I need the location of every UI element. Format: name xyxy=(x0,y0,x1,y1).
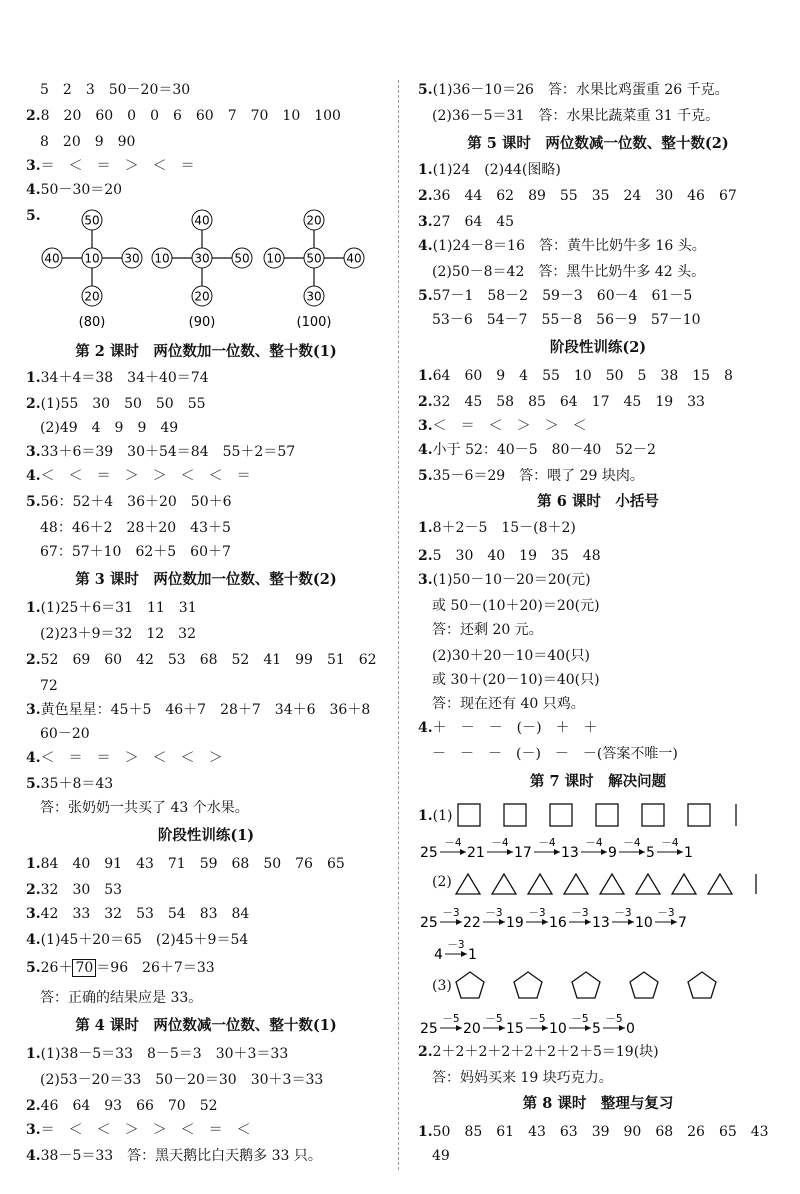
pentagon-shape xyxy=(572,972,600,998)
answer-line: (2)49 4 9 9 49 xyxy=(40,420,179,436)
answer-line: (2)30＋20－10＝40(只) xyxy=(432,648,591,664)
pentagon-shape xyxy=(630,972,658,998)
triangle-shape xyxy=(672,874,696,894)
answer-line: 2.(1)55 30 50 50 55 xyxy=(26,396,206,412)
cross-diagram xyxy=(152,210,252,330)
sequence-number: 1 xyxy=(468,947,477,963)
triangle-figures xyxy=(454,870,764,900)
sequence-number: 10 xyxy=(635,915,653,931)
sequence-arrowhead xyxy=(619,1025,625,1031)
section-title: 第 4 课时 两位数减一位数、整十数(1) xyxy=(75,1017,337,1034)
answer-line: － － － (－) － －(答案不唯一) xyxy=(432,746,678,762)
triangle-shape xyxy=(636,874,660,894)
answer-line: 1.64 60 9 4 55 10 50 5 38 15 8 xyxy=(418,368,733,384)
section-title: 第 2 课时 两位数加一位数、整十数(1) xyxy=(75,343,337,360)
section-title: 阶段性训练(1) xyxy=(157,827,255,844)
answer-line: 4.＜ ＜ ＝ ＞ ＞ ＜ ＜ ＝ xyxy=(26,468,251,484)
cross-left: 10 xyxy=(266,251,282,266)
square-shape xyxy=(504,804,526,826)
answer-line: 5 2 3 50－20＝30 xyxy=(40,82,191,98)
sequence-number: 4 xyxy=(434,947,443,963)
pentagon-figures xyxy=(454,966,754,1006)
answer-line: 5.26＋ 70 ＝96 26＋7＝33 xyxy=(26,960,215,976)
sequence-step-label: －3 xyxy=(485,907,503,919)
sequence-step-label: －3 xyxy=(447,939,465,951)
answer-line: 2.5 30 40 19 35 48 xyxy=(418,548,601,564)
cross-total: (80) xyxy=(78,315,106,330)
answer-line: 72 xyxy=(40,678,58,694)
sequence-number: 25 xyxy=(420,845,438,861)
answer-line: 5.35＋8＝43 xyxy=(26,776,114,792)
cross-diagram xyxy=(42,210,142,330)
section-title: 第 8 课时 整理与复习 xyxy=(522,1095,674,1112)
answer-line: 4.(1)45＋20＝65 (2)45＋9＝54 xyxy=(26,932,249,948)
sequence-arrowhead xyxy=(601,849,607,855)
triangle-shape xyxy=(564,874,588,894)
cross-top: 50 xyxy=(84,213,100,228)
answer-line: 3.＝ ＜ ＝ ＞ ＜ ＝ xyxy=(26,158,195,174)
answer-line: 或 30＋(20－10)＝40(只) xyxy=(432,672,600,688)
sequence-step-label: －4 xyxy=(444,837,462,849)
triangle-shape xyxy=(528,874,552,894)
answer-line: 8 20 9 90 xyxy=(40,134,136,150)
sequence-step-label: －3 xyxy=(442,907,460,919)
cross-center: 50 xyxy=(306,251,322,266)
answer-line: 1.(1) xyxy=(418,808,453,824)
answer-line: 答：妈妈买来 19 块巧克力。 xyxy=(432,1070,613,1086)
answer-line: 答：正确的结果应是 33。 xyxy=(40,990,203,1006)
sequence-svg xyxy=(418,904,778,932)
answer-line: 2.36 44 62 89 55 35 24 30 46 67 xyxy=(418,188,737,204)
answer-line: 5.57－1 58－2 59－3 60－4 61－5 xyxy=(418,288,693,304)
answer-line: (2)36－5＝31 答：水果比蔬菜重 31 千克。 xyxy=(432,108,720,124)
answer-line: 4.38－5＝33 答：黑天鹅比白天鹅多 33 只。 xyxy=(26,1148,322,1164)
square-shape xyxy=(688,804,710,826)
answer-line: 1.(1)38－5＝33 8－5＝3 30＋3＝33 xyxy=(26,1046,289,1062)
sequence-arrowhead xyxy=(542,919,548,925)
answer-line: 答：还剩 20 元。 xyxy=(432,622,543,638)
sequence-step-label: －3 xyxy=(657,907,675,919)
square-figures xyxy=(454,800,744,832)
answer-line: 5. xyxy=(26,208,41,224)
column-divider xyxy=(398,80,399,1170)
answer-line: 1.(1)25＋6＝31 11 31 xyxy=(26,600,197,616)
answer-line: 2.8 20 60 0 0 6 60 7 70 10 100 xyxy=(26,108,341,124)
cross-center: 10 xyxy=(84,251,100,266)
sequence-number: 1 xyxy=(684,845,693,861)
square-shape xyxy=(550,804,572,826)
sequence-svg xyxy=(432,936,552,964)
sequence-step-label: －4 xyxy=(491,837,509,849)
answer-line: 1.84 40 91 43 71 59 68 50 76 65 xyxy=(26,856,345,872)
sequence-number: 5 xyxy=(592,1021,601,1037)
sequence-arrowhead xyxy=(507,849,513,855)
sequence-number: 17 xyxy=(514,845,532,861)
boxed-answer: 70 xyxy=(72,959,96,977)
triangle-shape xyxy=(492,874,516,894)
sequence-step-label: －3 xyxy=(614,907,632,919)
sequence-number: 13 xyxy=(561,845,579,861)
cross-right: 40 xyxy=(346,251,362,266)
sequence-number: 10 xyxy=(549,1021,567,1037)
sequence-number: 19 xyxy=(506,915,524,931)
sequence-arrowhead xyxy=(499,919,505,925)
answer-line: 48：46＋2 28＋20 43＋5 xyxy=(40,520,231,536)
cross-left: 40 xyxy=(44,251,60,266)
number-sequence xyxy=(432,936,552,964)
answer-line: 5.(1)36－10＝26 答：水果比鸡蛋重 26 千克。 xyxy=(418,82,729,98)
square-shape xyxy=(458,804,480,826)
answer-line: 60－20 xyxy=(40,726,90,742)
section-title: 第 7 课时 解决问题 xyxy=(529,773,667,790)
sequence-number: 0 xyxy=(626,1021,635,1037)
sequence-arrowhead xyxy=(671,919,677,925)
sequence-step-label: －5 xyxy=(605,1013,623,1025)
pentagon-shape xyxy=(456,972,484,998)
section-title: 第 3 课时 两位数加一位数、整十数(2) xyxy=(75,571,337,588)
cross-bottom: 20 xyxy=(194,289,210,304)
answer-line: 3.42 33 32 53 54 83 84 xyxy=(26,906,250,922)
answer-line: 4.小于 52：40－5 80－40 52－2 xyxy=(418,442,656,458)
sequence-number: 9 xyxy=(608,845,617,861)
answer-line: 答：张奶奶一共买了 43 个水果。 xyxy=(40,800,249,816)
sequence-number: 13 xyxy=(592,915,610,931)
answer-line: 53－6 54－7 55－8 56－9 57－10 xyxy=(432,312,701,328)
answer-line: 3.＝ ＜ ＜ ＞ ＞ ＜ ＝ ＜ xyxy=(26,1122,251,1138)
cross-top: 20 xyxy=(306,213,322,228)
answer-line: 2.32 30 53 xyxy=(26,882,123,898)
sequence-arrowhead xyxy=(499,1025,505,1031)
cross-diagram xyxy=(264,210,364,330)
answer-line: 5.56：52＋4 36＋20 50＋6 xyxy=(26,494,232,510)
sequence-svg xyxy=(418,834,778,862)
sequence-arrowhead xyxy=(456,919,462,925)
answer-line: 或 50－(10＋20)＝20(元) xyxy=(432,598,600,614)
answer-line: 4.＜ ＝ ＝ ＞ ＜ ＜ ＞ xyxy=(26,750,223,766)
triangle-shape xyxy=(708,874,732,894)
cross-right: 50 xyxy=(234,251,250,266)
sequence-arrowhead xyxy=(639,849,645,855)
section-title: 阶段性训练(2) xyxy=(549,339,647,356)
answer-line: 67：57＋10 62＋5 60＋7 xyxy=(40,544,231,560)
answer-line: 5.35－6＝29 答：喂了 29 块肉。 xyxy=(418,468,644,484)
number-sequence xyxy=(418,904,778,932)
answer-line: (2)53－20＝33 50－20＝30 30＋3＝33 xyxy=(40,1072,324,1088)
cross-total: (90) xyxy=(188,315,216,330)
sequence-svg xyxy=(418,1010,778,1038)
sequence-step-label: －5 xyxy=(485,1013,503,1025)
sequence-number: 22 xyxy=(463,915,481,931)
sequence-arrowhead xyxy=(554,849,560,855)
section-title: 第 5 课时 两位数减一位数、整十数(2) xyxy=(467,135,729,152)
cross-top: 40 xyxy=(194,213,210,228)
answer-line: (3) xyxy=(432,978,452,994)
sequence-step-label: －5 xyxy=(528,1013,546,1025)
cross-bottom: 20 xyxy=(84,289,100,304)
answer-line: 3.27 64 45 xyxy=(418,214,515,230)
answer-line: 3.黄色星星：45＋5 46＋7 28＋7 34＋6 36＋8 xyxy=(26,702,371,718)
number-sequence xyxy=(418,1010,778,1038)
sequence-number: 16 xyxy=(549,915,567,931)
answer-line: 1.50 85 61 43 63 39 90 68 26 65 43 xyxy=(418,1124,769,1140)
answer-line: 3.33＋6＝39 30＋54＝84 55＋2＝57 xyxy=(26,444,296,460)
cross-diagrams xyxy=(26,200,386,330)
sequence-arrowhead xyxy=(585,1025,591,1031)
triangle-shape xyxy=(456,874,480,894)
sequence-arrowhead xyxy=(628,919,634,925)
sequence-arrowhead xyxy=(542,1025,548,1031)
sequence-number: 7 xyxy=(678,915,687,931)
answer-line: 答：现在还有 40 只鸡。 xyxy=(432,696,585,712)
answer-line: (2) xyxy=(432,874,452,890)
answer-line: (2)50－8＝42 答：黑牛比奶牛多 42 头。 xyxy=(432,264,706,280)
sequence-step-label: －4 xyxy=(661,837,679,849)
answer-line: 1.8＋2－5 15－(8＋2) xyxy=(418,520,576,536)
sequence-number: 15 xyxy=(506,1021,524,1037)
answer-line: 49 xyxy=(432,1148,450,1164)
sequence-arrowhead xyxy=(461,951,467,957)
triangle-shape xyxy=(600,874,624,894)
sequence-number: 5 xyxy=(646,845,655,861)
cross-total: (100) xyxy=(296,315,332,330)
answer-line: 4.50－30＝20 xyxy=(26,182,123,198)
pentagon-shape xyxy=(514,972,542,998)
sequence-arrowhead xyxy=(677,849,683,855)
answer-line: 1.34＋4＝38 34＋40＝74 xyxy=(26,370,209,386)
answer-line: 1.(1)24 (2)44(图略) xyxy=(418,162,561,178)
answer-line: 4.＋ － － (－) ＋ ＋ xyxy=(418,720,598,736)
sequence-step-label: －4 xyxy=(585,837,603,849)
pentagon-shape xyxy=(688,972,716,998)
sequence-number: 21 xyxy=(467,845,485,861)
answer-line: 3.(1)50－10－20＝20(元) xyxy=(418,572,591,588)
sequence-number: 25 xyxy=(420,1021,438,1037)
sequence-step-label: －4 xyxy=(538,837,556,849)
answer-line: 4.(1)24－8＝16 答：黄牛比奶牛多 16 头。 xyxy=(418,238,706,254)
square-shape xyxy=(642,804,664,826)
sequence-step-label: －4 xyxy=(623,837,641,849)
answer-line: 2.46 64 93 66 70 52 xyxy=(26,1098,218,1114)
sequence-step-label: －3 xyxy=(571,907,589,919)
section-title: 第 6 课时 小括号 xyxy=(537,493,659,510)
cross-left: 10 xyxy=(154,251,170,266)
answer-line: 2.52 69 60 42 53 68 52 41 99 51 62 xyxy=(26,652,377,668)
sequence-arrowhead xyxy=(456,1025,462,1031)
cross-right: 30 xyxy=(124,251,140,266)
sequence-step-label: －5 xyxy=(571,1013,589,1025)
sequence-step-label: －5 xyxy=(442,1013,460,1025)
sequence-number: 20 xyxy=(463,1021,481,1037)
square-shape xyxy=(596,804,618,826)
answer-line: 2.2＋2＋2＋2＋2＋2＋2＋5＝19(块) xyxy=(418,1044,659,1060)
answer-line: (2)23＋9＝32 12 32 xyxy=(40,626,196,642)
cross-center: 30 xyxy=(194,251,210,266)
answer-line: 2.32 45 58 85 64 17 45 19 33 xyxy=(418,394,705,410)
answer-line: 3.＜ ＝ ＜ ＞ ＞ ＜ xyxy=(418,418,587,434)
cross-bottom: 30 xyxy=(306,289,322,304)
sequence-arrowhead xyxy=(460,849,466,855)
sequence-arrowhead xyxy=(585,919,591,925)
number-sequence xyxy=(418,834,778,862)
sequence-step-label: －3 xyxy=(528,907,546,919)
sequence-number: 25 xyxy=(420,915,438,931)
